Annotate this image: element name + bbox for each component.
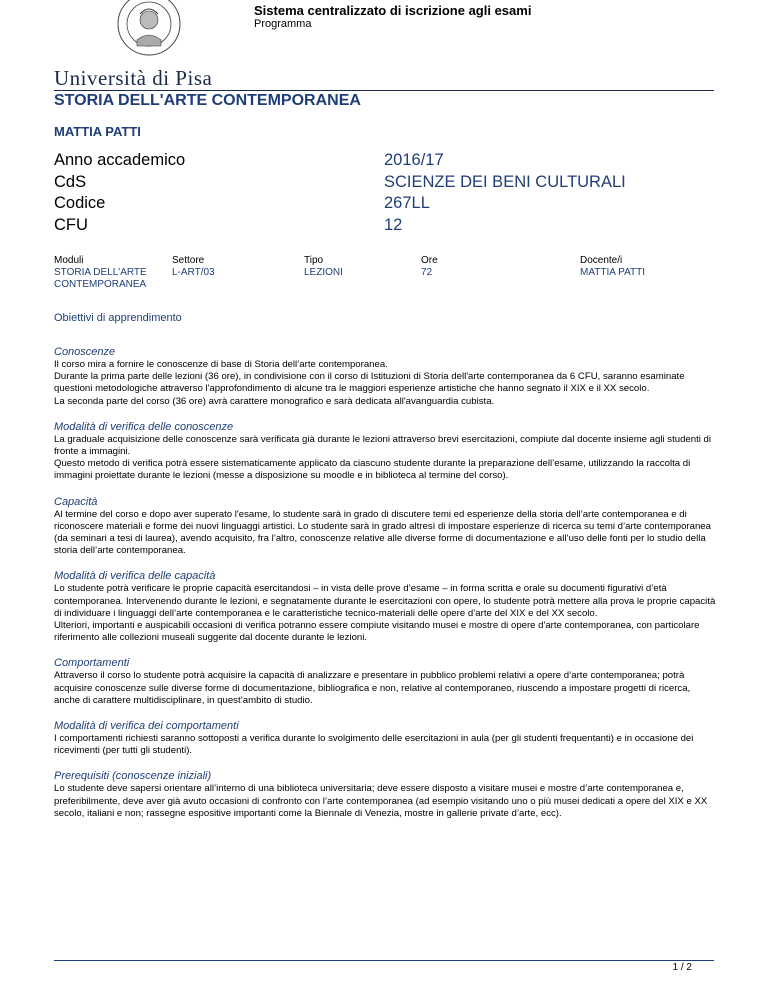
section-conoscenze — [54, 346, 716, 408]
section-verifica-comportamenti — [54, 720, 716, 757]
section-heading: Prerequisiti (conoscenze iniziali) — [54, 770, 212, 783]
info-value: 2016/17 — [384, 151, 444, 169]
course-title: STORIA DELL'ARTE CONTEMPORANEA — [54, 92, 361, 109]
objectives-title: Obiettivi di apprendimento — [54, 312, 182, 324]
info-label: Codice — [54, 194, 106, 212]
section-body: I comportamenti richiesti saranno sottoposti a verifica durante lo svolgimento delle esercitazioni in aula (per gli studenti frequentanti) e in occasione dei ricevimenti (per tutti gli studenti). — [54, 733, 694, 757]
info-value: SCIENZE DEI BENI CULTURALI — [384, 172, 626, 191]
header-title: Sistema centralizzato di iscrizione agli esami — [254, 3, 532, 18]
section-heading: Modalità di verifica dei comportamenti — [54, 720, 239, 733]
section-body: Al termine del corso e dopo aver superato l'esame, lo studente sarà in grado di discutere temi ed esperienze della storia dell’arte contemporanea e di riconoscere materiali e forme dei nuovi linguaggi artistici. Lo studente sarà in grado altresì di impostare esperienze di ricerca su temi d’arte contemporanea (da seminari a tesi di laurea), avendo acquisito, fra l’altro, conoscenze relative alle diverse forme di documentazione e all’uso delle fonti per lo studio della storia dell’arte contemporanea. — [54, 508, 711, 557]
course-teacher: MATTIA PATTI — [54, 124, 141, 139]
section-heading: Capacità — [54, 495, 98, 508]
modules-cell-docente: MATTIA PATTI — [580, 267, 645, 278]
section-heading: Modalità di verifica delle capacità — [54, 570, 216, 583]
course-info — [54, 151, 714, 237]
section-verifica-capacita — [54, 570, 716, 644]
footer-divider — [54, 960, 714, 961]
modules-header-moduli: Moduli — [54, 255, 84, 266]
info-value: 12 — [384, 215, 403, 234]
university-seal-icon — [104, 0, 194, 62]
info-row — [54, 194, 714, 216]
section-capacita — [54, 496, 716, 558]
section-verifica-conoscenze — [54, 421, 716, 483]
university-logo-text: Università di Pisa — [54, 66, 213, 90]
section-prerequisiti — [54, 770, 716, 820]
modules-cell-settore: L-ART/03 — [172, 267, 215, 278]
page-number: 1 / 2 — [672, 962, 692, 973]
section-heading: Modalità di verifica delle conoscenze — [54, 420, 234, 433]
logo-divider — [54, 90, 714, 91]
objectives-sections — [54, 346, 716, 833]
info-value: 267LL — [384, 194, 430, 212]
info-row — [54, 216, 714, 238]
modules-cell-ore: 72 — [421, 267, 433, 278]
section-body: Lo studente potrà verificare le proprie capacità esercitandosi – in vista delle prove d’esame – in forma scritta e orale su documenti figurativi d’età contemporanea. Intervenendo durante le lezioni, e segnatamente durante le esercitazioni con opere, lo studente potrà mettere alla prova le proprie capacità di individuare i linguaggi dell’arte contemporanea e le caratteristiche tecnico-materiali delle opere d’arte del XIX e del XX secolo. Ulteriori, importanti e auspicabili occasioni di verifica potranno essere compiute visitando musei e mostre di opere d'arte contemporanea, con particolare riferimento alle collezioni museali suggerite dal docente durante le lezioni. — [54, 583, 716, 644]
section-comportamenti — [54, 657, 716, 707]
modules-header-ore: Ore — [421, 255, 438, 266]
modules-cell-tipo: LEZIONI — [304, 267, 343, 278]
info-label: Anno accademico — [54, 151, 186, 169]
info-row — [54, 151, 714, 173]
modules-header-settore: Settore — [172, 255, 205, 266]
section-heading: Comportamenti — [54, 657, 130, 670]
modules-header-tipo: Tipo — [304, 255, 324, 266]
section-body: La graduale acquisizione delle conoscenze sarà verificata già durante le lezioni attraverso brevi esercitazioni, compiute dal docente insieme agli studenti di fronte a immagini. Questo metodo di verifica potrà essere sistematicamente applicato da ciascuno studente durante la preparazione dell’esame, utilizzando la raccolta di immagini proiettate durante le lezioni (messe a disposizione su moodle e in biblioteca al termine del corso). — [54, 433, 712, 482]
modules-cell-moduli: STORIA DELL'ARTE CONTEMPORANEA — [54, 267, 147, 290]
section-heading: Conoscenze — [54, 346, 116, 358]
header-subtitle: Programma — [254, 18, 312, 30]
info-row — [54, 173, 714, 195]
info-label: CdS — [54, 172, 87, 191]
modules-header-docente: Docente/i — [580, 255, 623, 266]
section-body: Il corso mira a fornire le conoscenze di base di Storia dell’arte contemporanea. Durante la prima parte delle lezioni (36 ore), in condivisione con il corso di Istituzioni di Storia dell'arte contemporanea da 6 CFU, saranno esaminate questioni metodologiche attraverso l'approfondimento di alcune tra le maggiori esperienze artistiche che hanno segnato il XIX e il XX secolo. La seconda parte del corso (36 ore) avrà carattere monografico e sarà dedicata all'avanguardia cubista. — [54, 359, 685, 407]
section-body: Lo studente deve sapersi orientare all’interno di una biblioteca universitaria; deve essere disposto a visitare musei e mostre d’arte contemporanea e, preferibilmente, deve aver già avuto occasioni di confronto con l’arte contemporanea (ad esempio visitando uno o più musei dedicati a opere del XIX e XX secolo, italiani e non; rassegne espositive importanti come la Biennale di Venezia, mostre in gallerie private d’arte, ecc). — [54, 783, 708, 819]
info-label: CFU — [54, 215, 88, 234]
section-body: Attraverso il corso lo studente potrà acquisire la capacità di analizzare e presentare in pubblico problemi relativi a opere d’arte contemporanea; potrà acquisire conoscenze sulle diverse forme di documentazione, bibliografica e non, relative al contemporaneo, riuscendo a impostare progetti di ricerca, anche di carattere multidisciplinare, in quest’ambito di studio. — [54, 670, 691, 706]
